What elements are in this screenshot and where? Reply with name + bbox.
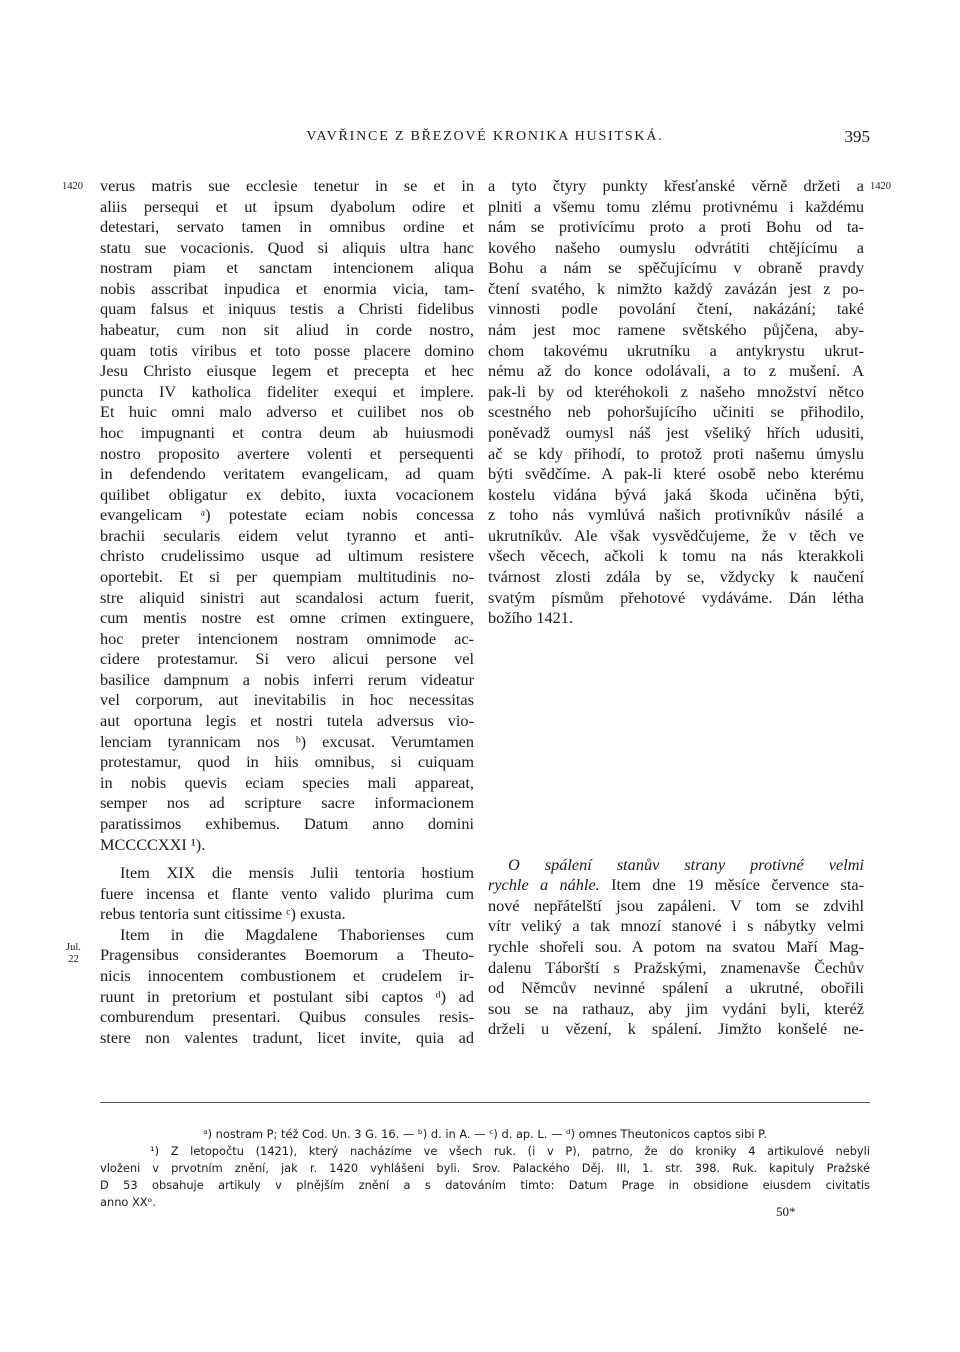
text-line: in defendendo veritatem evangelicam, ad quam (100, 464, 474, 484)
text-line: evangelicam ᵃ) potestate eciam nobis concessa (100, 505, 474, 525)
text-line: rebus tentoria sunt citissime ᶜ) exusta. (100, 904, 346, 924)
text-line: MCCCCXXI ¹). (100, 834, 206, 854)
text-line: semper nos ad scripture sacre informacionem (100, 793, 474, 813)
text-line: Bohu a nám se spěčujícímu v obraně pravdy (488, 258, 864, 278)
page-header (100, 127, 870, 151)
czech-paragraph-2 (488, 855, 864, 1040)
text-line: hoc impugnanti et contra deum ab huiusmodi (100, 422, 474, 442)
text-line: plniti a všemu tomu zlému protivnému i každému (488, 196, 864, 216)
text-line: scestného neb pohoršujícího učiniti se přihodilo, (488, 402, 864, 422)
text-line: Item XIX die mensis Julii tentoria hostium (120, 863, 474, 883)
text-line: lenciam tyrannicam nos ᵇ) excusat. Verumtamen (100, 731, 474, 751)
footnote-line: D 53 obsahuje artikuly v plnějším znění a s datováním timto: Datum Prage in obsidione eiusdem civitatis (100, 1178, 870, 1192)
text-line: tvárnost zlosti zdála by se, vždycky k naučení (488, 566, 864, 586)
running-title: VAVŘINCE Z BŘEZOVÉ KRONIKA HUSITSKÁ. (306, 129, 664, 144)
text-line: in nobis quevis eciam species mali appareat, (100, 772, 474, 792)
text-line: kového našeho oumyslu odvrátiti chtějícímu a (488, 237, 864, 257)
text-line: nostro proposito avertere volenti et persequenti (100, 443, 474, 463)
margin-year-left: 1420 (62, 181, 83, 192)
page-number: 395 (844, 127, 870, 146)
text-line: nám se protivícímu proto a proti Bohu od ta- (488, 217, 864, 237)
text-line: Item in die Magdalene Thaborienses cum (120, 924, 474, 944)
text-line: paratissimos exhibemus. Datum anno domini (100, 813, 474, 833)
text-line: stre aliquid sinistri aut scandalosi actum fuerit, (100, 587, 474, 607)
text-line: Pragensibus considerantes Boemorum a Theuto- (100, 945, 474, 965)
text-line: quam falsus et iniquus testis a Christi fidelibus (100, 299, 474, 319)
text-line: verus matris sue ecclesie tenetur in se et in (100, 176, 474, 195)
czech-column (488, 176, 864, 1040)
text-line: stere non valentes tradunt, licet invite, quia ad (100, 1027, 474, 1047)
text-line: ukrutníkův. Ale však vysvědčujeme, že v těch ve (488, 525, 864, 545)
text-line: kostelu vidána bývá jaká škoda učiněna býti, (488, 484, 864, 504)
text-line: cum mentis nostre est omne crimen extinguere, (100, 608, 474, 628)
footnotes (100, 1126, 870, 1211)
text-line: býti svědčíme. A pak-li které osobě nebo kterému (488, 464, 864, 484)
latin-paragraph-1 (100, 176, 474, 863)
text-line: božího 1421. (488, 608, 574, 628)
text-line: hoc preter intencionem nostram omnimode ac- (100, 628, 474, 648)
text-line: Et huic omni malo adverso et cuilibet nos ob (100, 402, 474, 422)
section-heading-continuation: rychle a náhle. Item dne 19 měsíce července sta- (488, 875, 865, 895)
text-line: comburendum presentari. Quibus consules resis- (100, 1007, 474, 1027)
text-line: dalenu Táborští s Pražskými, znamenavše Čechův (488, 957, 864, 977)
footnote-1 (100, 1143, 870, 1211)
text-line: vinnosti podle povolání čtení, nakázání; také (488, 299, 864, 319)
text-line: christo crudelissimo usque ad ultimum resistere (100, 546, 474, 566)
text-line: protestamur, quod in hiis omnibus, si cuiquam (100, 752, 474, 772)
text-line: vel corporum, aut inevitabilis in hoc necessitas (100, 690, 474, 710)
text-line: nám jest moc ramene světského půjčena, aby- (488, 320, 864, 340)
text-line: pak-li by od kteréhokoli z našeho množství nětco (488, 381, 864, 401)
latin-paragraph-2 (100, 863, 474, 925)
text-line: nové nepřátelští jsou zapáleni. V tom se zdvihl (488, 895, 864, 915)
text-line: detestari, servato tamen in omnibus ordine et (100, 217, 474, 237)
text-line: brachii secularis eidem velut tyranno et anti- (100, 525, 474, 545)
text-line: basilice dampnum a nobis inferri rerum videatur (100, 669, 474, 689)
margin-date-month: Jul. (66, 942, 81, 953)
text-line: quilibet obligatur ex debito, iuxta vocacionem (100, 484, 474, 504)
text-line: aliis persequi et ut ipsum dyabolum odire et (100, 196, 474, 216)
text-line: z toho nás vymlúvá našich protivníkův násilé a (488, 505, 864, 525)
text-line: čtení svatého, k nimžto každý zavázán jest z po- (488, 278, 864, 298)
footnote-line: ¹) Z letopočtu (1421), který nacházíme ve všech ruk. (i v P), patrno, že do kroniky 4 artikulové nebyli (150, 1144, 870, 1158)
text-line: nostram piam et sanctam intencionem aliqua (100, 258, 474, 278)
text-line: drželi u vězení, k spálení. Jimžto konšelé ne- (488, 1019, 864, 1039)
text-line: svatým písmům přehotové vydáváme. Dán létha (488, 587, 864, 607)
latin-paragraph-3 (100, 925, 474, 1048)
text-line: nému až do konce odolávali, a to z mušení. A (488, 361, 864, 381)
latin-column (100, 176, 474, 1048)
text-line: statu sue vocacionis. Quod si aliquis ultra hanc (100, 237, 474, 257)
text-line: a tyto čtyry punkty křesťanské věrně držeti a (488, 176, 864, 195)
text-line: chom takovému ukrutníku a antykrystu ukrut- (488, 340, 864, 360)
text-line: rychle shořeli sou. A potom na svatou Maří Mag- (488, 937, 864, 957)
margin-year-right: 1420 (870, 181, 891, 192)
text-line: quam totis viribus et toto posse placere domino (100, 340, 474, 360)
text-line: vítr veliký a tak mnozí stanové i s nábytky velmi (488, 916, 864, 936)
footnote-rule (100, 1102, 870, 1103)
text-line: cidere protestamur. Si vero alicui persone vel (100, 649, 474, 669)
footnote-variants: ᵃ) nostram P; též Cod. Un. 3 G. 16. — ᵇ) d. in A. — ᶜ) d. ap. L. — ᵈ) omnes Theutonicos captos sibi P. (203, 1127, 767, 1141)
text-line: všech věcech, ačkoli k tomu na nás kterakkoli (488, 546, 864, 566)
text-line: aut oportuna legis et nostri tutela adversus vio- (100, 711, 474, 731)
footnote-line: anno XXᵒ. (100, 1195, 156, 1209)
text-line: puncta IV katholica fideliter exequi et implere. (100, 381, 474, 401)
czech-paragraph-1 (488, 176, 864, 629)
text-line: od Němcův nevinné spálení a ukrutné, obořili (488, 978, 864, 998)
text-line: fuere incensa et flante vento valido plurima cum (100, 883, 474, 903)
text-line: sou se na rathauz, aby jim vydáni byli, kteréž (488, 998, 864, 1018)
text-line: poněvadž oumysl náš jest všeliký hřích udusiti, (488, 422, 864, 442)
text-line: ruunt in pretorium et postulant sibi captos ᵈ) ad (100, 986, 474, 1006)
footnote-line: vloženi v prvotním znění, jak r. 1420 vyhlášeni byli. Srov. Palackého Děj. III, 1. str. 398. Ruk. kapituly Pražské (100, 1161, 870, 1175)
margin-date-day: 22 (68, 954, 79, 965)
text-line: nobis asscribat inpudica et enormia vicia, tam- (100, 278, 474, 298)
text-line: nicis innocentem combustionem et crudelem ir- (100, 965, 474, 985)
text-line: habeatur, cum non sit aliud in corde nostro, (100, 320, 474, 340)
text-line: ač se kdy přihodí, to protož proti našemu úmyslu (488, 443, 864, 463)
section-heading: O spálení stanův strany protivné velmi (508, 854, 864, 874)
margin-date (66, 942, 81, 966)
signature-mark: 50* (776, 1204, 796, 1219)
text-line: oportebit. Et si per quempiam multitudinis no- (100, 566, 474, 586)
text-line: Jesu Christo eiusque legem et precepta et hec (100, 361, 474, 381)
